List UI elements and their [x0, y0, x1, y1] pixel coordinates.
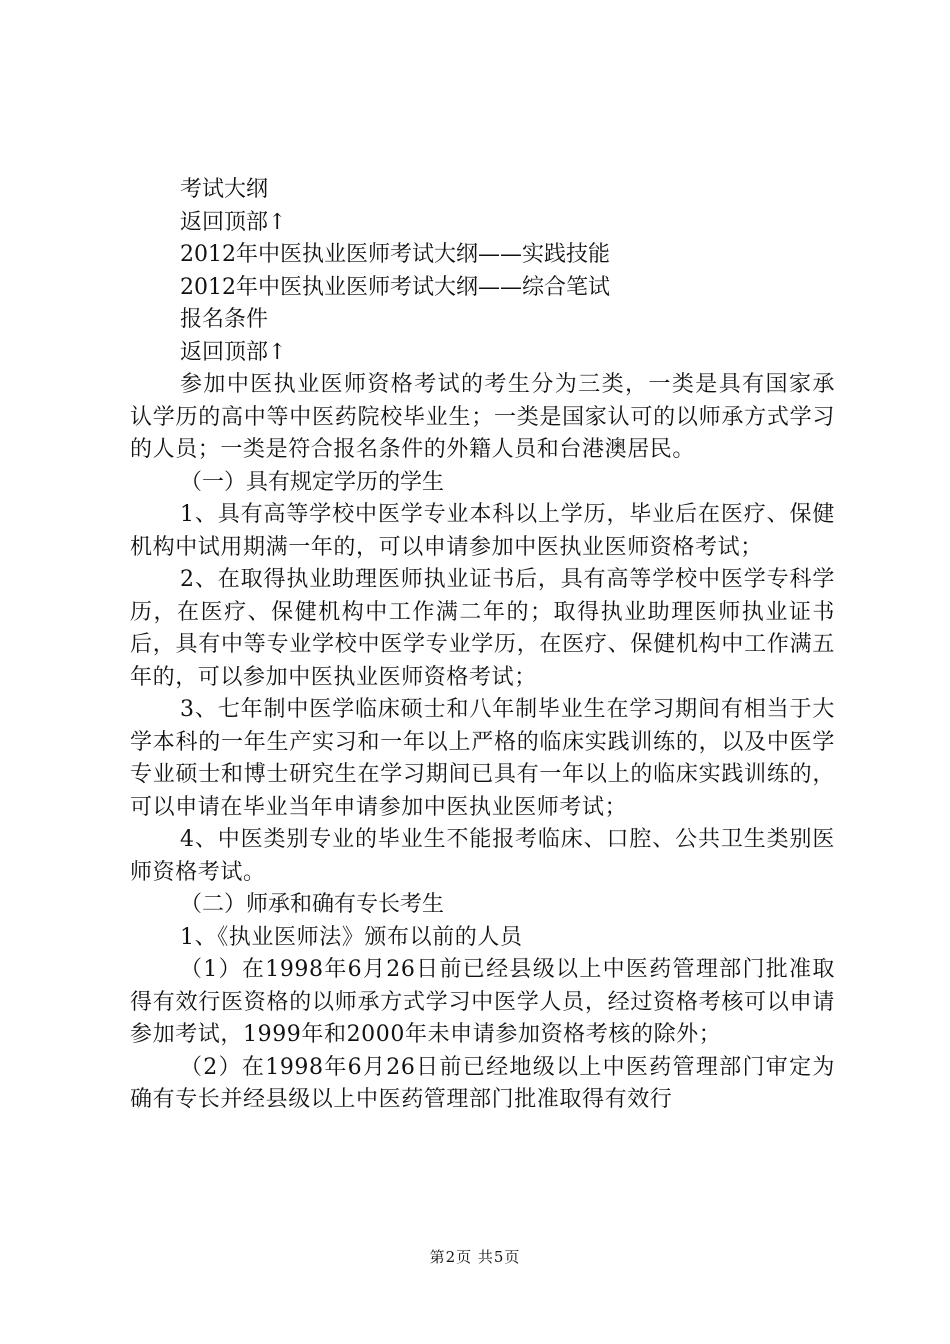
- syllabus-heading: 考试大纲: [180, 177, 269, 202]
- back-to-top-link[interactable]: 返回顶部↑: [180, 339, 287, 365]
- intro-paragraph: 参加中医执业医师资格考试的考生分为三类，一类是具有国家承认学历的高中等中医药院校毕业生；一类是国家认可的以师承方式学习的人员；一类是符合报名条件的外籍人员和台港澳居民。: [130, 372, 835, 462]
- back-to-top-link[interactable]: 返回顶部↑: [180, 209, 287, 235]
- list-item: （2）在1998年6月26日前已经地级以上中医药管理部门审定为确有专长并经县级以上中医药管理部门批准取得有效行: [130, 1054, 835, 1112]
- list-item: 3、七年制中医学临床硕士和八年制毕业生在学习期间有相当于大学本科的一年生产实习和一年以上严格的临床实践训练的，以及中医学专业硕士和博士研究生在学习期间已具有一年以上的临床实践训练的，可以申请在毕业当年申请参加中医执业医师考试；: [130, 697, 835, 820]
- practical-syllabus-link[interactable]: 2012年中医执业医师考试大纲——实践技能: [180, 242, 610, 267]
- list-item: 1、具有高等学校中医学专业本科以上学历，毕业后在医疗、保健机构中试用期满一年的，可以申请参加中医执业医师资格考试；: [130, 502, 835, 560]
- subsection-heading: 1、《执业医师法》颁布以前的人员: [180, 924, 523, 950]
- section-heading: （二）师承和确有专长考生: [180, 892, 445, 917]
- list-item: 2、在取得执业助理医师执业证书后，具有高等学校中医学专科学历，在医疗、保健机构中工作满二年的；取得执业助理医师执业证书后，具有中等专业学校中医学专业学历，在医疗、保健机构中工作满五年的，可以参加中医执业医师资格考试；: [130, 567, 835, 690]
- written-syllabus-link[interactable]: 2012年中医执业医师考试大纲——综合笔试: [180, 274, 610, 300]
- section-heading: （一）具有规定学历的学生: [180, 469, 445, 495]
- list-item: 4、中医类别专业的毕业生不能报考临床、口腔、公共卫生类别医师资格考试。: [130, 827, 835, 885]
- registration-heading: 报名条件: [180, 307, 269, 332]
- list-item: （1）在1998年6月26日前已经县级以上中医药管理部门批准取得有效行医资格的以师承方式学习中医学人员，经过资格考核可以申请参加考试，1999年和2000年未申请参加资格考核的除外；: [130, 957, 835, 1047]
- page-number-footer: 第2页 共5页: [429, 1248, 521, 1266]
- document-body: [130, 174, 835, 1117]
